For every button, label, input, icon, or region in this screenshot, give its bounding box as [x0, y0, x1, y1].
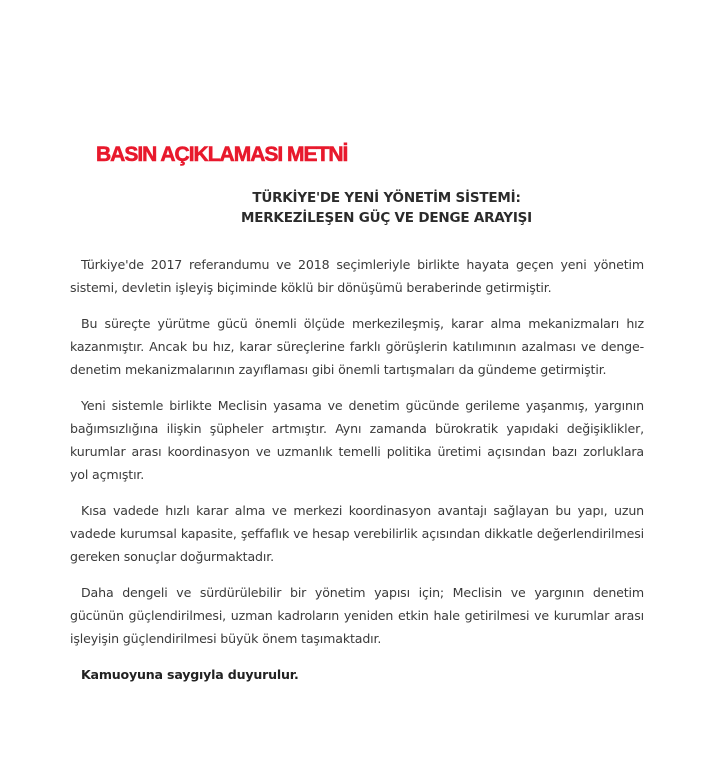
document-title — [0, 188, 713, 228]
paragraph-3: Yeni sistemle birlikte Meclisin yasama ve denetim gücünde gerileme yaşanmış, yargının bağımsızlığına ilişkin şüpheler artmıştır. Aynı zamanda bürokratik yapıdaki değişiklikler, kurumlar arası koordinasyon ve uzmanlık temelli politika üretimi açısından bazı zorluklara yol açmıştır. — [70, 398, 644, 482]
paragraph-5: Daha dengeli ve sürdürülebilir bir yönetim yapısı için; Meclisin ve yargının denetim gücünün güçlendirilmesi, uzman kadroların yeniden etkin hale getirilmesi ve kurumlar arası işleyişin güçlendirilmesi büyük önem taşımaktadır. — [70, 585, 644, 646]
title-line-2: MERKEZİLEŞEN GÜÇ VE DENGE ARAYIŞI — [240, 210, 532, 226]
paragraph-1: Türkiye'de 2017 referandumu ve 2018 seçimleriyle birlikte hayata geçen yeni yönetim sistemi, devletin işleyiş biçiminde köklü bir dönüşümü beraberinde getirmiştir. — [70, 257, 644, 295]
paragraph-4: Kısa vadede hızlı karar alma ve merkezi koordinasyon avantajı sağlayan bu yapı, uzun vadede kurumsal kapasite, şeffaflık ve hesap verebilirlik açısından dikkatle değerlendirilmesi gereken sonuçlar doğurmaktadır. — [70, 503, 644, 564]
paragraph-2: Bu süreçte yürütme gücü önemli ölçüde merkezileşmiş, karar alma mekanizmaları hız kazanmıştır. Ancak bu hız, karar süreçlerine farklı görüşlerin katılımının azalması ve denge-denetim mekanizmalarının zayıflaması gibi önemli tartışmaları da gündeme getirmiştir. — [70, 316, 644, 377]
document-body — [70, 253, 644, 686]
title-line-1: TÜRKİYE'DE YENİ YÖNETİM SİSTEMİ: — [252, 190, 521, 206]
document-type-label: BASIN AÇIKLAMASI METNİ — [96, 143, 348, 166]
closing-statement: Kamuoyuna saygıyla duyurulur. — [81, 667, 299, 682]
